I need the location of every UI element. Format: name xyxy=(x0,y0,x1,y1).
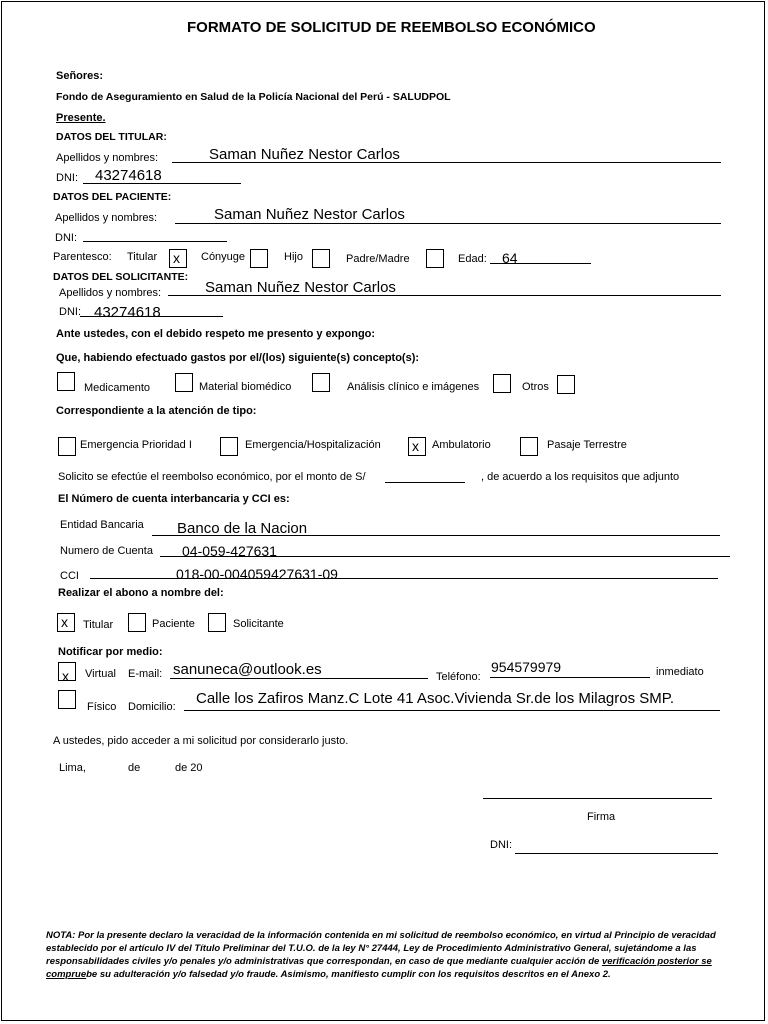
entidad-field[interactable]: Banco de la Nacion xyxy=(177,520,308,537)
exposition-line-2: Que, habiendo efectuado gastos por el/(los) siguiente(s) concepto(s): xyxy=(56,352,420,364)
monto-text-after: , de acuerdo a los requisitos que adjunto xyxy=(481,471,680,483)
parentesco-conyuge-label: Cónyuge xyxy=(201,251,246,263)
salutation: Señores: xyxy=(56,70,104,82)
email-field[interactable]: sanuneca@outlook.es xyxy=(173,661,322,678)
atencion-pasaje-checkbox[interactable] xyxy=(520,437,538,456)
paciente-section-heading: DATOS DEL PACIENTE: xyxy=(53,191,172,203)
monto-text-before: Solicito se efectúe el reembolso económico, por el monto de S/ xyxy=(58,471,366,483)
abono-paciente-label: Paciente xyxy=(152,618,195,630)
numero-cuenta-label: Numero de Cuenta xyxy=(60,545,153,557)
notificar-fisico-label: Físico xyxy=(87,701,117,713)
abono-solicitante-checkbox[interactable] xyxy=(208,613,226,632)
notificar-fisico-checkbox[interactable] xyxy=(58,690,76,709)
closing-de20: de 20 xyxy=(175,762,203,774)
exposition-line-1: Ante ustedes, con el debido respeto me presento y expongo: xyxy=(56,328,376,340)
firma-dni-label: DNI: xyxy=(490,839,512,851)
solicitante-dni-field[interactable]: 43274618 xyxy=(94,304,161,321)
solicitante-name-field[interactable]: Saman Nuñez Nestor Carlos xyxy=(205,279,396,296)
atencion-pasaje-label: Pasaje Terrestre xyxy=(547,439,627,451)
telefono-field[interactable]: 954579979 xyxy=(491,659,562,675)
parentesco-hijo-label: Hijo xyxy=(284,251,303,263)
email-line xyxy=(170,678,428,679)
inmediato-label: inmediato xyxy=(656,666,704,678)
solicitante-name-label: Apellidos y nombres: xyxy=(59,287,162,299)
firma-dni-line xyxy=(515,853,718,854)
solicitante-section-heading: DATOS DEL SOLICITANTE: xyxy=(53,271,189,283)
cci-label: CCI xyxy=(60,570,79,582)
concepto-otros-label: Otros xyxy=(522,381,549,393)
concepto-analisis-checkbox[interactable] xyxy=(312,373,330,392)
firma-line xyxy=(483,798,712,799)
solicitante-dni-label: DNI: xyxy=(59,306,81,318)
notificar-virtual-checkbox[interactable]: x xyxy=(58,662,76,681)
abono-paciente-checkbox[interactable] xyxy=(128,613,146,632)
domicilio-field[interactable]: Calle los Zafiros Manz.C Lote 41 Asoc.Vivienda Sr.de los Milagros SMP. xyxy=(196,690,675,707)
paciente-dni-line xyxy=(83,241,227,242)
concepto-medicamento-checkbox[interactable] xyxy=(57,372,75,391)
edad-label: Edad: xyxy=(458,253,487,265)
concepto-material-label: Material biomédico xyxy=(199,381,292,393)
parentesco-hijo-checkbox[interactable] xyxy=(312,249,330,268)
firma-label: Firma xyxy=(587,811,616,823)
atencion-emergencia-hosp-checkbox[interactable] xyxy=(220,437,238,456)
paciente-dni-label: DNI: xyxy=(55,232,77,244)
atencion-ambulatorio-label: Ambulatorio xyxy=(432,439,491,451)
concepto-otros-checkbox[interactable] xyxy=(493,374,511,393)
closing-lima: Lima, xyxy=(59,762,86,774)
legal-note-part-2: be su adulteración y/o falsedad y/o fraude. Asimismo, manifiesto cumplir con los requisitos descritos en el Anexo 2. xyxy=(86,969,611,980)
parentesco-label: Parentesco: xyxy=(53,251,112,263)
entidad-label: Entidad Bancaria xyxy=(60,519,144,531)
telefono-line xyxy=(490,677,650,678)
parentesco-conyuge-checkbox[interactable] xyxy=(250,249,268,268)
legal-note xyxy=(46,929,736,981)
abono-heading: Realizar el abono a nombre del: xyxy=(58,587,224,599)
titular-name-label: Apellidos y nombres: xyxy=(56,152,159,164)
parentesco-titular-checkbox[interactable]: x xyxy=(169,249,187,268)
telefono-label: Teléfono: xyxy=(436,671,481,683)
parentesco-padre-checkbox[interactable] xyxy=(426,249,444,268)
abono-solicitante-label: Solicitante xyxy=(233,618,284,630)
atencion-emergencia-hosp-label: Emergencia/Hospitalización xyxy=(245,439,381,451)
legal-note-underlined: verificación posterior se comprue xyxy=(46,956,712,980)
atencion-emergencia1-checkbox[interactable] xyxy=(58,437,76,456)
form-title: FORMATO DE SOLICITUD DE REEMBOLSO ECONÓMICO xyxy=(187,19,596,36)
legal-note-part-1: NOTA: Por la presente declaro la veracidad de la información contenida en mi solicitud de reembolso económico, en virtud al Principio de veracidad establecido por el artículo IV del Título Preliminar del T.U.O. de la ley N° 27444, Ley de Procedimiento Administrativo General, sujetándome a las responsabilidades civiles y/o penales y/o administrativas que correspondan, en caso de que mediante cualquier acción de xyxy=(46,930,716,967)
concepto-otros-extra-checkbox[interactable] xyxy=(557,375,575,394)
numero-cuenta-field[interactable]: 04-059-427631 xyxy=(182,543,277,559)
concepto-material-checkbox[interactable] xyxy=(175,373,193,392)
abono-titular-label: Titular xyxy=(83,619,114,631)
closing-request: A ustedes, pido acceder a mi solicitud por considerarlo justo. xyxy=(53,735,349,747)
atencion-heading: Correspondiente a la atención de tipo: xyxy=(56,405,257,417)
monto-field[interactable] xyxy=(395,470,455,484)
notificar-virtual-label: Virtual xyxy=(85,668,116,680)
paciente-name-line xyxy=(175,223,721,224)
titular-section-heading: DATOS DEL TITULAR: xyxy=(56,131,167,143)
domicilio-line xyxy=(184,710,720,711)
atencion-ambulatorio-checkbox[interactable]: x xyxy=(408,437,426,456)
concepto-analisis-label: Análisis clínico e imágenes xyxy=(347,381,480,393)
institution-name: Fondo de Aseguramiento en Salud de la Policía Nacional del Perú - SALUDPOL xyxy=(56,91,451,103)
titular-dni-field[interactable]: 43274618 xyxy=(95,167,162,184)
paciente-name-field[interactable]: Saman Nuñez Nestor Carlos xyxy=(214,206,405,223)
presente-label: Presente. xyxy=(56,112,106,124)
domicilio-label: Domicilio: xyxy=(128,701,176,713)
cci-field[interactable]: 018-00-004059427631-09 xyxy=(176,566,338,582)
parentesco-padre-label: Padre/Madre xyxy=(346,253,410,265)
closing-de: de xyxy=(128,762,141,774)
titular-dni-label: DNI: xyxy=(56,172,78,184)
parentesco-titular-label: Titular xyxy=(127,251,158,263)
email-label: E-mail: xyxy=(128,668,163,680)
paciente-name-label: Apellidos y nombres: xyxy=(55,212,158,224)
cuenta-heading: El Número de cuenta interbancaria y CCI es: xyxy=(58,493,290,505)
concepto-medicamento-label: Medicamento xyxy=(84,382,151,394)
titular-name-field[interactable]: Saman Nuñez Nestor Carlos xyxy=(209,146,400,163)
abono-titular-checkbox[interactable]: x xyxy=(57,613,75,632)
atencion-emergencia1-label: Emergencia Prioridad I xyxy=(80,439,192,451)
notificar-heading: Notificar por medio: xyxy=(58,646,163,658)
edad-field[interactable]: 64 xyxy=(502,250,518,266)
